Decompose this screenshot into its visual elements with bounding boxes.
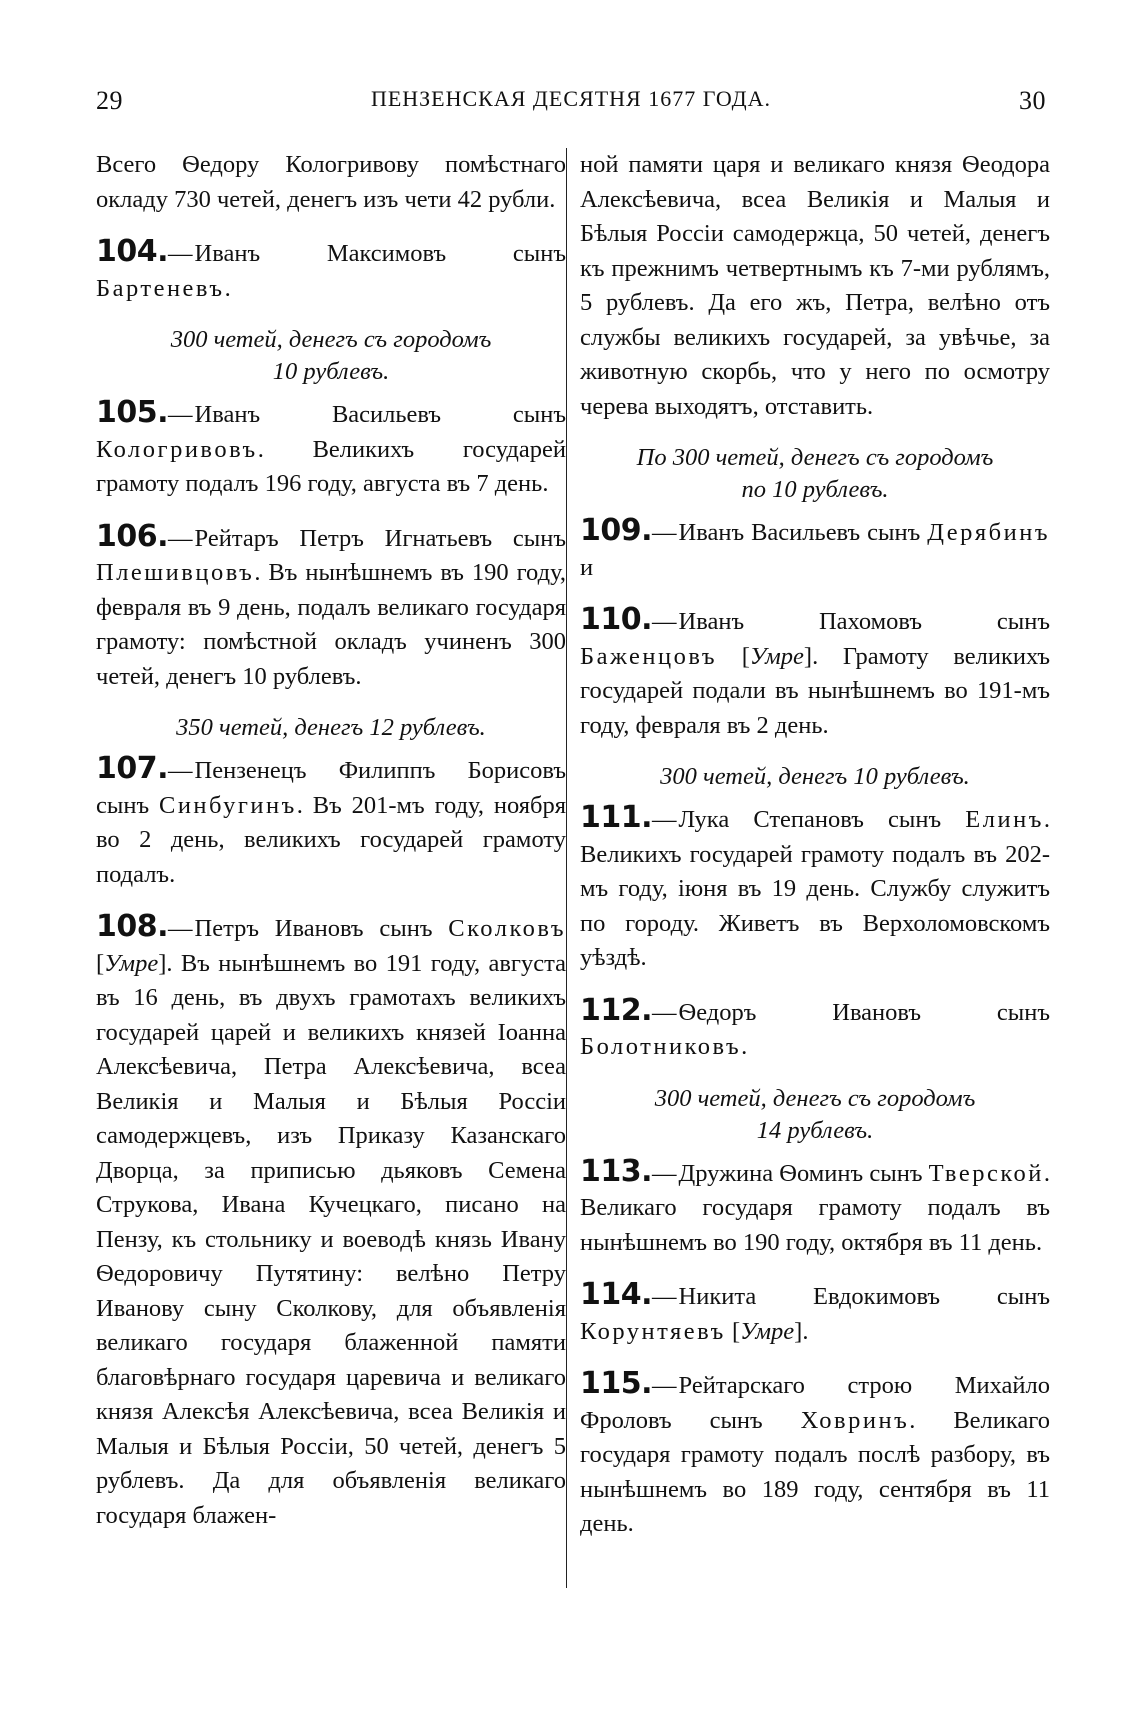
page-number-left: 29 — [96, 86, 123, 115]
entry-number: 115. — [580, 1366, 653, 1401]
entry-name: Иванъ Максимовъ сынъ — [194, 240, 566, 267]
entry-number: 106. — [96, 518, 169, 554]
left-column — [96, 148, 566, 1551]
entry-text: . Великихъ государей грамоту подалъ 196 году, августа въ 7 день. — [96, 435, 566, 497]
entry-number: 110. — [580, 602, 653, 637]
entry-surname: Кологривовъ — [96, 435, 258, 463]
entry-name: Рейтаръ Петръ Игнатьевъ сынъ — [194, 524, 566, 552]
entry-number: 114. — [580, 1277, 653, 1312]
entry-text: . — [802, 1317, 809, 1345]
entry-surname: Ховринъ — [800, 1406, 910, 1434]
entry-surname: Синбугинъ — [158, 791, 297, 819]
entry-number: 113. — [580, 1153, 653, 1189]
entry-note: Умре — [104, 949, 159, 977]
entry-surname: Сколковъ — [448, 915, 566, 942]
salary-note — [96, 712, 566, 744]
salary-line: 350 четей, денегъ 12 рублевъ. — [176, 714, 486, 741]
entry-name: Дружина Ѳоминъ сынъ — [678, 1159, 929, 1187]
entry-text: . Великихъ государей грамоту подалъ въ 202-мъ году, іюня въ 19 день. Службу служитъ по городу. Живетъ въ Верхоломовскомъ уѣздѣ. — [580, 806, 1050, 971]
running-header — [96, 86, 1046, 126]
entry-text: . Грамоту великихъ государей подали въ нынѣшнемъ во 191-мъ году, февраля въ 2 день. — [580, 642, 1050, 739]
entry-number: 105. — [96, 395, 169, 430]
entry-text: . Великаго государя грамоту подалъ въ нынѣшнемъ во 190 году, октября въ 11 день. — [580, 1159, 1050, 1256]
entry-112: 112.—Ѳедоръ Ивановъ сынъ Болотниковъ. — [580, 992, 1050, 1060]
entry-number: 108. — [96, 909, 169, 944]
right-column — [580, 148, 1050, 1560]
entry-number: 107. — [96, 751, 169, 786]
entry-text: . Въ 201-мъ году, ноября во 2 день, великихъ государей грамоту подалъ. — [96, 791, 566, 888]
entry-note: Умре — [740, 1317, 795, 1345]
salary-line: 10 рублевъ. — [272, 358, 390, 385]
entry-name: Ѳедоръ Ивановъ сынъ — [678, 998, 1050, 1026]
entry-surname: Плешивцовъ — [96, 559, 255, 586]
entry-name: Петръ Ивановъ сынъ — [194, 915, 449, 942]
page-number-right: 30 — [1019, 86, 1046, 115]
salary-line: 300 четей, денегъ съ городомъ — [654, 1084, 976, 1112]
entry-114: 114.—Никита Евдокимовъ сынъ Корунтяевъ [Умре]. — [580, 1277, 1050, 1345]
entry-number: 109. — [580, 513, 653, 548]
column-divider — [566, 148, 567, 1588]
entry-text: . Въ нынѣшнемъ въ 190 году, февраля въ 9 день, подалъ великаго государя грамоту: помѣстной окладъ учиненъ 300 четей, денегъ 10 рублевъ. — [96, 559, 566, 690]
entry-107: 107.—Пензенецъ Филиппъ Борисовъ сынъ Синбугинъ. Въ 201-мъ году, ноября во 2 день, великихъ государей грамоту подалъ. — [96, 751, 566, 888]
entry-note: Умре — [749, 642, 804, 670]
entry-text: . — [224, 274, 231, 302]
entry-name: Рейтарскаго строю Михайло Фроловъ сынъ — [580, 1372, 1050, 1434]
entry-number: 104. — [96, 234, 169, 269]
entry-109: 109.—Иванъ Васильевъ сынъ Дерябинъ и — [580, 513, 1050, 581]
running-title: ПЕНЗЕНСКАЯ ДЕСЯТНЯ 1677 ГОДА. — [370, 86, 772, 111]
entry-name: Лука Степановъ сынъ — [678, 806, 966, 833]
entry-name: Иванъ Васильевъ сынъ — [194, 401, 566, 428]
entry-surname: Тверской — [928, 1159, 1044, 1187]
entry-111: 111.—Лука Степановъ сынъ Елинъ. Великихъ государей грамоту подалъ въ 202-мъ году, іюня въ 19 день. Службу служитъ по городу. Живетъ въ Верхоломовскомъ уѣздѣ. — [580, 800, 1050, 971]
paragraph-continuation: ной памяти царя и великаго князя Ѳеодора Алексѣевича, всеа Великія и Малыя и Бѣлыя Россіи самодержца, 50 четей, денегъ къ прежнимъ четвертнымъ къ 7-ми рублямъ, 5 рублевъ. Да его жъ, Петра, велѣно отъ службы великихъ государей, за увѣчье, за животную скорбь, что у него по осмотру черева выходятъ, отставить. — [580, 151, 1050, 420]
entry-surname: Бартеневъ — [96, 274, 225, 302]
salary-line: 14 рублевъ. — [756, 1116, 874, 1144]
entry-number: 112. — [580, 992, 653, 1028]
entry-text: . — [741, 1033, 748, 1060]
salary-note — [96, 324, 566, 388]
entry-surname: Болотниковъ — [580, 1033, 742, 1060]
salary-line: 300 четей, денегъ 10 рублевъ. — [660, 763, 970, 790]
salary-note — [580, 1083, 1050, 1147]
entry-surname: Баженцовъ — [580, 642, 718, 670]
entry-108: 108.—Петръ Ивановъ сынъ Сколковъ [Умре]. Въ нынѣшнемъ во 191 году, августа въ 16 день, въ двухъ грамотахъ великихъ государей царей и великихъ князей Іоанна Алексѣевича, Петра Алексѣевича, всеа Великія и Малыя и Бѣлыя Россіи самодержцевъ, изъ Приказу Казанскаго Дворца, за приписью дьяковъ Семена Струкова, Ивана Кучецкаго, писано на Пензу, къ стольнику и воеводѣ князь Ивану Ѳедоровичу Путятину: велѣно Петру Иванову сыну Сколкову, для объявленія великаго государя блаженной памяти благовѣрнаго государя царевича и великаго князя Алексѣя Алексѣевича, всеа Великія и Малыя и Бѣлыя Россіи, 50 четей, денегъ 5 рублевъ. Да для объявленія великаго государя блажен- — [96, 909, 566, 1529]
entry-105: 105.—Иванъ Васильевъ сынъ Кологривовъ. Великихъ государей грамоту подалъ 196 году, августа въ 7 день. — [96, 395, 566, 497]
paragraph-continuation: Всего Ѳедору Кологривову помѣстнаго окладу 730 четей, денегъ изъ чети 42 рубли. — [96, 151, 566, 213]
entry-name: Иванъ Пахомовъ сынъ — [678, 608, 1050, 635]
salary-line: 300 четей, денегъ съ городомъ — [170, 326, 492, 353]
entry-113: 113.—Дружина Ѳоминъ сынъ Тверской. Великаго государя грамоту подалъ въ нынѣшнемъ во 190 году, октября въ 11 день. — [580, 1153, 1050, 1256]
entry-number: 111. — [580, 800, 653, 835]
entry-name: Иванъ Васильевъ сынъ — [678, 519, 928, 546]
entry-surname: Дерябинъ — [927, 519, 1050, 546]
salary-note — [580, 442, 1050, 506]
entry-name: Никита Евдокимовъ сынъ — [678, 1283, 1050, 1310]
entry-115: 115.—Рейтарскаго строю Михайло Фроловъ сынъ Ховринъ. Великаго государя грамоту подалъ послѣ разбору, въ нынѣшнемъ во 189 году, сентября въ 11 день. — [580, 1366, 1050, 1537]
salary-line: По 300 четей, денегъ съ городомъ — [636, 444, 994, 471]
entry-110: 110.—Иванъ Пахомовъ сынъ Баженцовъ [Умре]. Грамоту великихъ государей подали въ нынѣшнемъ во 191-мъ году, февраля въ 2 день. — [580, 602, 1050, 739]
salary-line: по 10 рублевъ. — [741, 476, 889, 503]
entry-text: и — [580, 553, 594, 581]
entry-surname: Елинъ — [965, 806, 1044, 833]
salary-note — [580, 761, 1050, 793]
entry-text: . Великаго государя грамоту подалъ послѣ разбору, въ нынѣшнемъ во 189 году, сентября въ 11 день. — [580, 1406, 1050, 1537]
entry-106: 106.—Рейтаръ Петръ Игнатьевъ сынъ Плешивцовъ. Въ нынѣшнемъ въ 190 году, февраля въ 9 день, подалъ великаго государя грамоту: помѣстной окладъ учиненъ 300 четей, денегъ 10 рублевъ. — [96, 518, 566, 690]
entry-name: Пензенецъ Филиппъ Борисовъ сынъ — [96, 757, 566, 819]
entry-104: 104.—Иванъ Максимовъ сынъ Бартеневъ. — [96, 234, 566, 302]
entry-surname: Корунтяевъ — [580, 1317, 726, 1345]
entry-text: . Въ нынѣшнемъ во 191 году, августа въ 16 день, въ двухъ грамотахъ великихъ государей царей и великихъ князей Іоанна Алексѣевича, Петра Алексѣевича, всеа Великія и Малыя и Бѣлыя Россіи самодержцевъ, изъ Приказу Казанскаго Дворца, за приписью дьяковъ Семена Струкова, Ивана Кучецкаго, писано на Пензу, къ стольнику и воеводѣ князь Ивану Ѳедоровичу Путятину: велѣно Петру Иванову сыну Сколкову, для объявленія великаго государя блаженной памяти благовѣрнаго государя царевича и великаго князя Алексѣя Алексѣевича, всеа Великія и Малыя и Бѣлыя Россіи, 50 четей, денегъ 5 рублевъ. Да для объявленія великаго государя блажен- — [96, 949, 566, 1529]
